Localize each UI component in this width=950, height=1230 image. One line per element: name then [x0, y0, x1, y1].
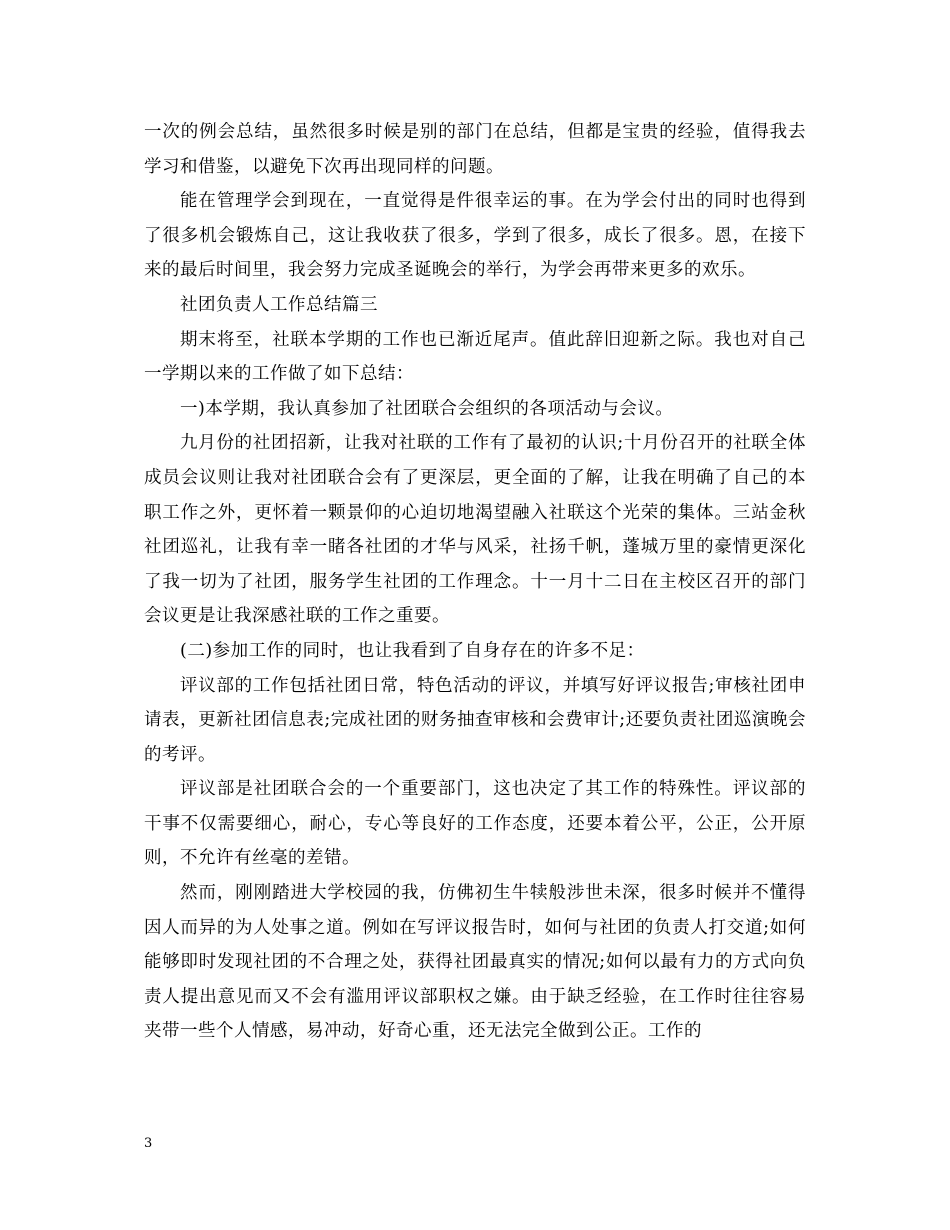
section-heading: 社团负责人工作总结篇三: [180, 294, 378, 315]
paragraph: 九月份的社团招新，让我对社联的工作有了最初的认识;十月份召开的社联全体成员会议则让我对社团联合会有了更深层，更全面的了解，让我在明确了自己的本职工作之外，更怀着一颗景仰的心迫切地渴望融入社联这个光荣的集体。三站金秋社团巡礼，让我有幸一睹各社团的才华与风采，社扬千帆，蓬城万里的豪情更深化了我一切为了社团，服务学生社团的工作理念。十一月十二日在主校区召开的部门会议更是让我深感社联的工作之重要。: [144, 433, 806, 627]
paragraph: 然而，刚刚踏进大学校园的我，仿佛初生牛犊般涉世未深，很多时候并不懂得因人而异的为人处事之道。例如在写评议报告时，如何与社团的负责人打交道;如何能够即时发现社团的不合理之处，获得社团最真实的情况;如何以最有力的方式向负责人提出意见而又不会有滥用评议部职权之嫌。由于缺乏经验，在工作时往往容易夹带一些个人情感，易冲动，好奇心重，还无法完全做到公正。工作的: [144, 883, 806, 1042]
paragraph: 期末将至，社联本学期的工作也已渐近尾声。值此辞旧迎新之际。我也对自己一学期以来的工作做了如下总结：: [144, 329, 806, 385]
paragraph: 一次的例会总结，虽然很多时候是别的部门在总结，但都是宝贵的经验，值得我去学习和借鉴，以避免下次再出现同样的问题。: [144, 122, 806, 177]
paragraph: 评议部的工作包括社团日常，特色活动的评议，并填写好评议报告;审核社团申请表，更新社团信息表;完成社团的财务抽查审核和会费审计;还要负责社团巡演晚会的考评。: [144, 675, 806, 765]
paragraph: (二)参加工作的同时，也让我看到了自身存在的许多不足：: [180, 640, 645, 661]
document-body: [144, 115, 806, 1049]
paragraph: 一)本学期，我认真参加了社团联合会组织的各项活动与会议。: [180, 398, 674, 419]
paragraph: 能在管理学会到现在，一直觉得是件很幸运的事。在为学会付出的同时也得到了很多机会锻炼自己，这让我收获了很多，学到了很多，成长了很多。恩，在接下来的最后时间里，我会努力完成圣诞晚会的举行，为学会再带来更多的欢乐。: [144, 191, 806, 281]
paragraph: 评议部是社团联合会的一个重要部门，这也决定了其工作的特殊性。评议部的干事不仅需要细心，耐心，专心等良好的工作态度，还要本着公平，公正，公开原则，不允许有丝毫的差错。: [144, 779, 806, 869]
page-number: 3: [144, 1136, 153, 1151]
